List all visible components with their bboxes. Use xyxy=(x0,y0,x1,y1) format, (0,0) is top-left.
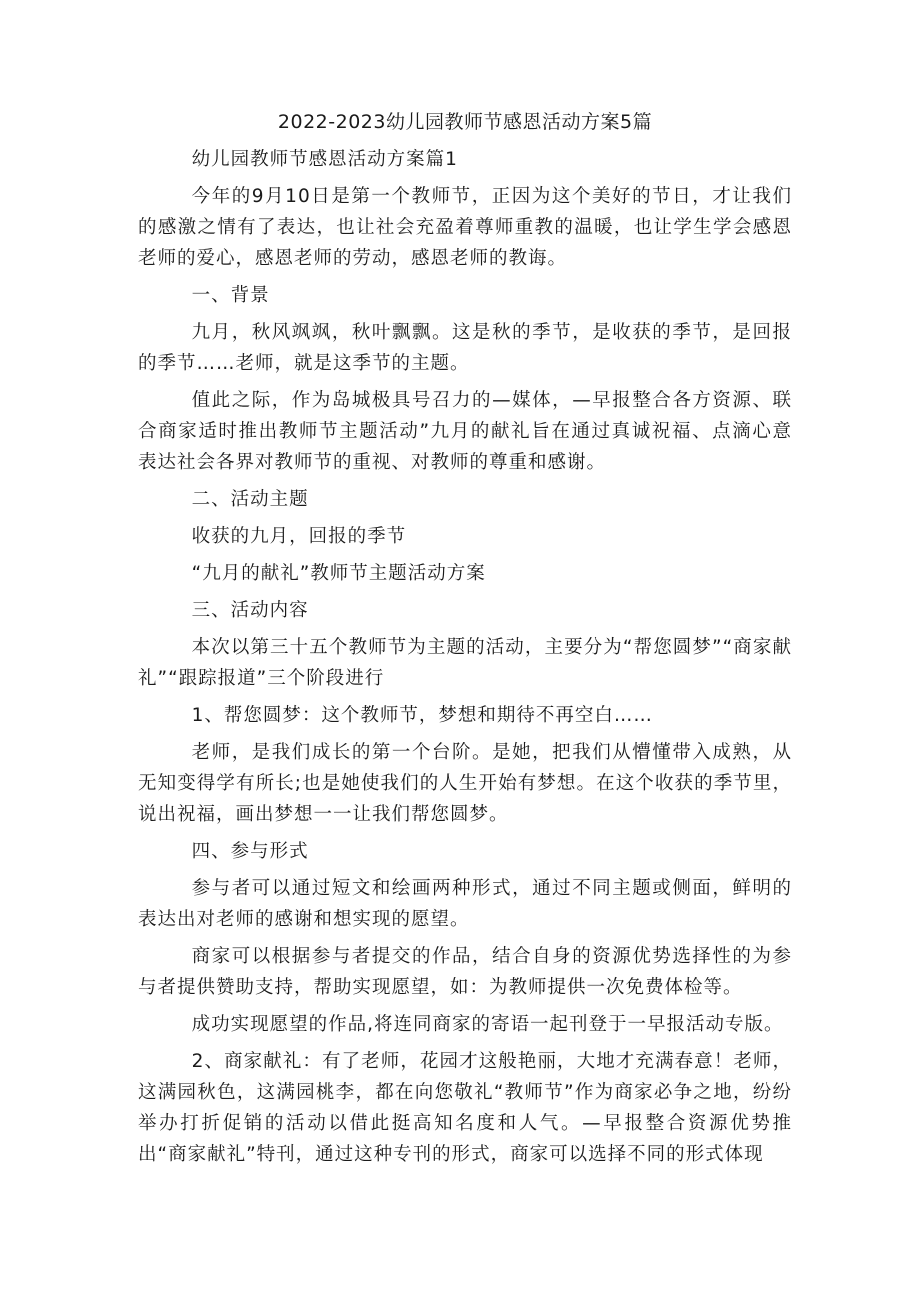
paragraph: 九月，秋风飒飒，秋叶飘飘。这是秋的季节，是收获的季节，是回报的季节……老师，就是这季节的主题。 xyxy=(138,322,792,374)
section-heading: 三、活动内容 xyxy=(191,600,309,621)
document-page xyxy=(138,110,792,1176)
section-heading: 幼儿园教师节感恩活动方案篇1 xyxy=(191,149,458,170)
paragraph: 老师，是我们成长的第一个台阶。是她，把我们从懵懂带入成熟，从无知变得学有所长;也是她使我们的人生开始有梦想。在这个收获的季节里，说出祝福，画出梦想一一让我们帮您圆梦。 xyxy=(138,742,792,825)
section-heading: 一、背景 xyxy=(191,285,270,306)
section-heading: 四、参与形式 xyxy=(191,841,309,862)
section-heading: 二、活动主题 xyxy=(191,489,309,510)
paragraph: 本次以第三十五个教师节为主题的活动，主要分为“帮您圆梦”“商家献礼”“跟踪报道”三个阶段进行 xyxy=(138,637,792,689)
paragraph: 2、商家献礼：有了老师，花园才这般艳丽，大地才充满春意！老师，这满园秋色，这满园桃李，都在向您敬礼“教师节”作为商家必争之地，纷纷举办打折促销的活动以借此挺高知名度和人气。—早报整合资源优势推出“商家献礼”特刊，通过这种专刊的形式，商家可以选择不同的形式体现 xyxy=(138,1051,792,1165)
paragraph: 值此之际，作为岛城极具号召力的—媒体，—早报整合各方资源、联合商家适时推出教师节主题活动”九月的献礼旨在通过真诚祝福、点滴心意表达社会各界对教师节的重视、对教师的尊重和感谢。 xyxy=(138,390,792,473)
paragraph: 1、帮您圆梦：这个教师节，梦想和期待不再空白…… xyxy=(191,705,653,726)
paragraph: 商家可以根据参与者提交的作品，结合自身的资源优势选择性的为参与者提供赞助支持，帮助实现愿望，如：为教师提供一次免费体检等。 xyxy=(138,946,792,998)
document-title: 2022-2023幼儿园教师节感恩活动方案5篇 xyxy=(277,111,653,133)
paragraph: 参与者可以通过短文和绘画两种形式，通过不同主题或侧面，鲜明的表达出对老师的感谢和想实现的愿望。 xyxy=(138,878,792,930)
paragraph: 成功实现愿望的作品,将连同商家的寄语一起刊登于一早报活动专版。 xyxy=(191,1014,784,1035)
paragraph: “九月的献礼”教师节主题活动方案 xyxy=(191,563,486,584)
paragraph: 今年的9月10日是第一个教师节，正因为这个美好的节日，才让我们的感激之情有了表达，也让社会充盈着尊师重教的温暖，也让学生学会感恩老师的爱心，感恩老师的劳动，感恩老师的教诲。 xyxy=(138,186,792,269)
paragraph: 收获的九月，回报的季节 xyxy=(191,526,407,547)
